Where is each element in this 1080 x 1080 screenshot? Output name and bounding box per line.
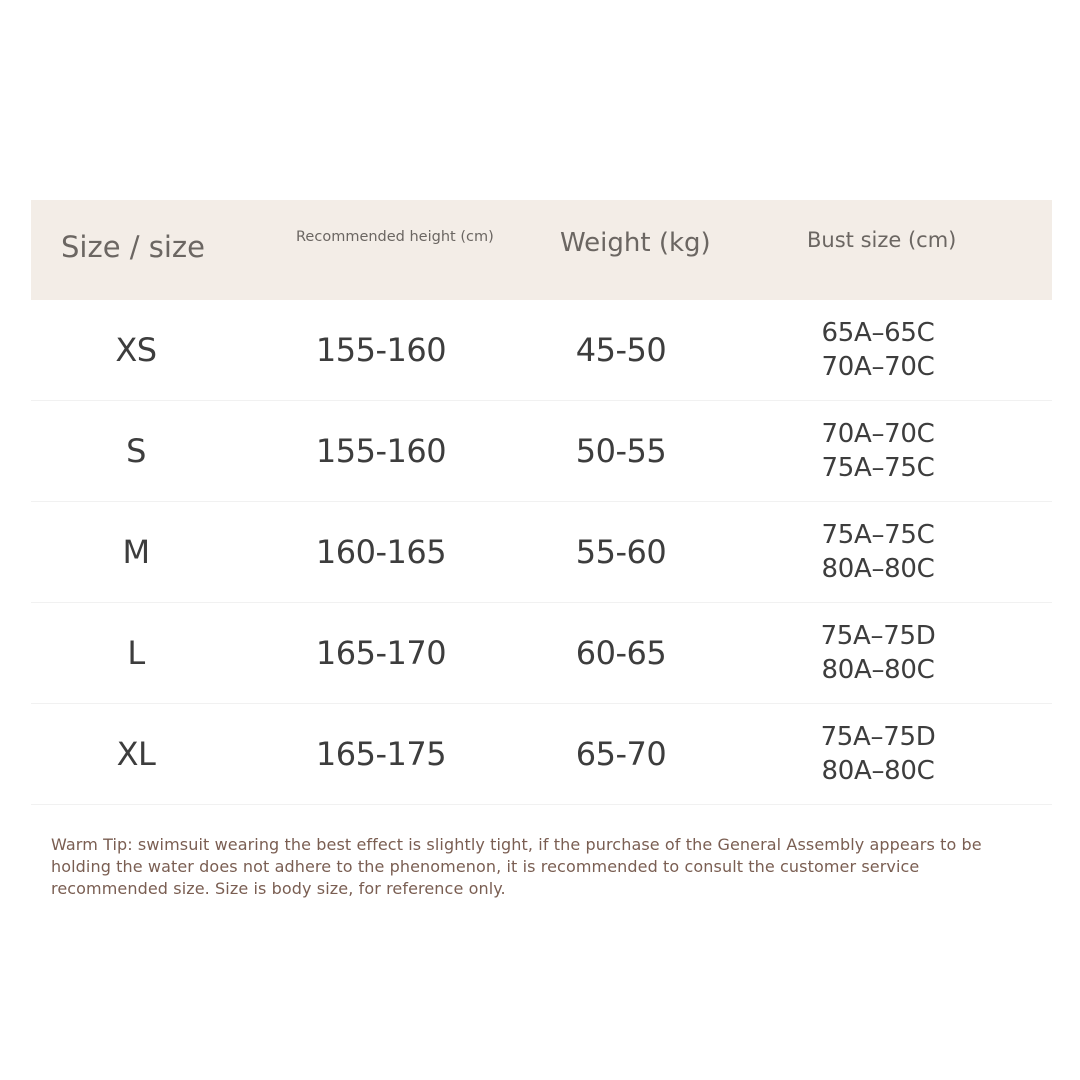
bust-range-1: 75A–75D xyxy=(820,722,936,752)
bust-cell xyxy=(788,603,968,703)
size-cell: XS xyxy=(115,331,157,369)
weight-cell: 55-60 xyxy=(575,533,667,571)
bust-cell xyxy=(788,704,968,804)
height-cell: 155-160 xyxy=(315,432,447,470)
weight-cell: 65-70 xyxy=(575,735,667,773)
size-chart-table xyxy=(31,200,1052,805)
bust-range-1: 75A–75D xyxy=(820,621,936,651)
height-cell: 160-165 xyxy=(315,533,447,571)
bust-range-1: 75A–75C xyxy=(821,520,935,550)
header-weight: Weight (kg) xyxy=(560,228,711,258)
size-cell: XL xyxy=(116,735,156,773)
size-cell: L xyxy=(127,634,145,672)
table-row xyxy=(31,704,1052,805)
header-size: Size / size xyxy=(61,230,205,264)
weight-cell: 50-55 xyxy=(575,432,667,470)
bust-cell xyxy=(788,401,968,501)
height-cell: 155-160 xyxy=(315,331,447,369)
bust-range-2: 80A–80C xyxy=(821,756,935,786)
table-row xyxy=(31,603,1052,704)
table-row xyxy=(31,300,1052,401)
bust-cell xyxy=(788,502,968,602)
bust-range-2: 70A–70C xyxy=(821,352,935,382)
table-row xyxy=(31,401,1052,502)
height-cell: 165-170 xyxy=(315,634,447,672)
bust-range-2: 75A–75C xyxy=(821,453,935,483)
height-cell: 165-175 xyxy=(315,735,447,773)
header-bust: Bust size (cm) xyxy=(807,228,957,252)
header-height: Recommended height (cm) xyxy=(296,229,494,245)
bust-range-1: 65A–65C xyxy=(821,318,935,348)
warm-tip-text: Warm Tip: swimsuit wearing the best effect is slightly tight, if the purchase of the General Assembly appears to be holding the water does not adhere to the phenomenon, it is recommended to consult the customer service recommended size. Size is body size, for reference only. xyxy=(51,835,982,898)
bust-range-1: 70A–70C xyxy=(821,419,935,449)
table-row xyxy=(31,502,1052,603)
weight-cell: 60-65 xyxy=(575,634,667,672)
size-cell: M xyxy=(122,533,150,571)
weight-cell: 45-50 xyxy=(575,331,667,369)
table-header-row xyxy=(31,200,1052,300)
bust-cell xyxy=(788,300,968,400)
size-cell: S xyxy=(126,432,146,470)
bust-range-2: 80A–80C xyxy=(821,655,935,685)
bust-range-2: 80A–80C xyxy=(821,554,935,584)
